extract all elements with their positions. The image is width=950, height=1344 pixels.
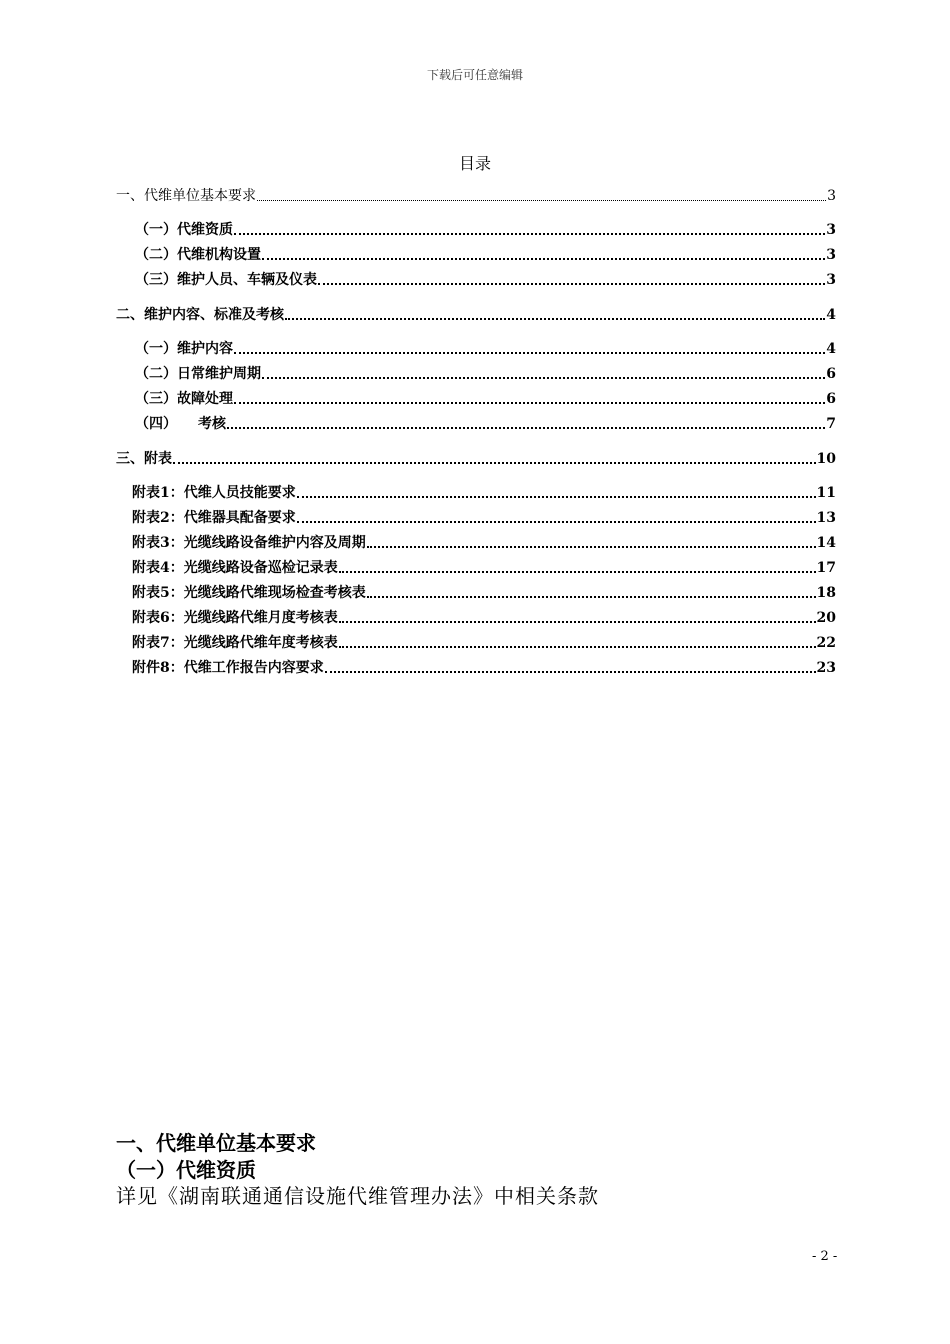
toc-leader <box>262 376 825 379</box>
toc-entry[interactable] <box>135 271 836 289</box>
toc-entry-label: 一、代维单位基本要求 <box>116 188 256 204</box>
toc-leader <box>339 645 816 648</box>
toc-leader <box>257 199 826 201</box>
toc-leader <box>297 520 816 523</box>
toc-entry-page: 11 <box>816 485 836 501</box>
toc-entry-label: 附表2：代维器具配备要求 <box>132 510 296 526</box>
toc-entry[interactable] <box>132 584 836 602</box>
toc-entry[interactable] <box>132 659 836 677</box>
toc-entry-page: 7 <box>826 416 836 432</box>
toc-entry-label: 附表5：光缆线路代维现场检查考核表 <box>132 585 366 601</box>
toc-entry-page: 14 <box>816 535 836 551</box>
toc-entry[interactable] <box>132 509 836 527</box>
toc-entry-label: 附表6：光缆线路代维月度考核表 <box>132 610 338 626</box>
toc-leader <box>234 401 825 404</box>
toc-entry-page: 20 <box>816 610 836 626</box>
section-heading-1: 一、代维单位基本要求 <box>116 1131 316 1155</box>
toc-entry-page: 17 <box>816 560 836 576</box>
toc-entry-page: 4 <box>826 341 836 357</box>
toc-entry[interactable] <box>116 450 836 468</box>
toc-entry-label: （二）代维机构设置 <box>135 247 261 263</box>
toc-entry[interactable] <box>135 340 836 358</box>
toc-entry-label: （三）故障处理 <box>135 391 233 407</box>
toc-leader <box>297 495 816 498</box>
toc-entry-label: （三）维护人员、车辆及仪表 <box>135 272 317 288</box>
toc-entry-label: （二）日常维护周期 <box>135 366 261 382</box>
toc-entry-label: 二、维护内容、标准及考核 <box>116 307 284 323</box>
toc-entry[interactable] <box>116 306 836 324</box>
toc-entry-page: 13 <box>816 510 836 526</box>
toc-entry-label: 附表3：光缆线路设备维护内容及周期 <box>132 535 366 551</box>
toc-leader <box>285 317 825 320</box>
body-paragraph: 详见《湖南联通通信设施代维管理办法》中相关条款 <box>116 1184 599 1208</box>
toc-entry[interactable] <box>116 187 836 205</box>
toc-entry[interactable] <box>132 534 836 552</box>
toc-entry-page: 10 <box>816 451 836 467</box>
page-header: 下载后可任意编辑 <box>426 68 523 82</box>
toc-entry-page: 4 <box>826 307 836 323</box>
toc-entry-page: 6 <box>826 391 836 407</box>
toc-leader <box>227 426 825 429</box>
toc-entry-label: 附件8：代维工作报告内容要求 <box>132 660 324 676</box>
toc-entry-page: 3 <box>826 222 836 238</box>
toc-entry[interactable] <box>135 365 836 383</box>
toc-leader <box>173 461 816 464</box>
toc-leader <box>339 620 816 623</box>
section-heading-2: （一）代维资质 <box>116 1158 256 1182</box>
toc-leader <box>318 282 825 285</box>
toc-entry[interactable] <box>135 221 836 239</box>
toc-entry-page: 6 <box>826 366 836 382</box>
toc-leader <box>367 595 816 598</box>
toc-entry-page: 3 <box>826 272 836 288</box>
toc-entry-label: 附表7：光缆线路代维年度考核表 <box>132 635 338 651</box>
toc-entry[interactable] <box>132 634 836 652</box>
toc-entry-page: 3 <box>827 188 836 204</box>
toc-entry[interactable] <box>135 390 836 408</box>
toc-title: 目录 <box>458 154 491 173</box>
toc-entry-page: 18 <box>816 585 836 601</box>
toc-entry[interactable] <box>132 484 836 502</box>
toc-entry[interactable] <box>135 246 836 264</box>
toc-leader <box>234 232 825 235</box>
toc-entry-label: （一）维护内容 <box>135 341 233 357</box>
toc-entry-label: 附表1：代维人员技能要求 <box>132 485 296 501</box>
toc-entry-page: 22 <box>816 635 836 651</box>
toc-entry-label: 三、附表 <box>116 451 172 467</box>
toc-entry-page: 23 <box>816 660 836 676</box>
toc-entry[interactable] <box>132 609 836 627</box>
page-number: - 2 - <box>812 1249 838 1264</box>
toc-leader <box>234 351 825 354</box>
toc-leader <box>367 545 816 548</box>
toc-leader <box>325 670 816 673</box>
toc-entry-page: 3 <box>826 247 836 263</box>
toc-leader <box>339 570 816 573</box>
toc-entry-label: 附表4：光缆线路设备巡检记录表 <box>132 560 338 576</box>
toc-leader <box>262 257 825 260</box>
toc-entry[interactable] <box>132 559 836 577</box>
toc-entry-label: （四） 考核 <box>135 416 226 432</box>
toc-entry[interactable] <box>135 415 836 433</box>
toc-entry-label: （一）代维资质 <box>135 222 233 238</box>
